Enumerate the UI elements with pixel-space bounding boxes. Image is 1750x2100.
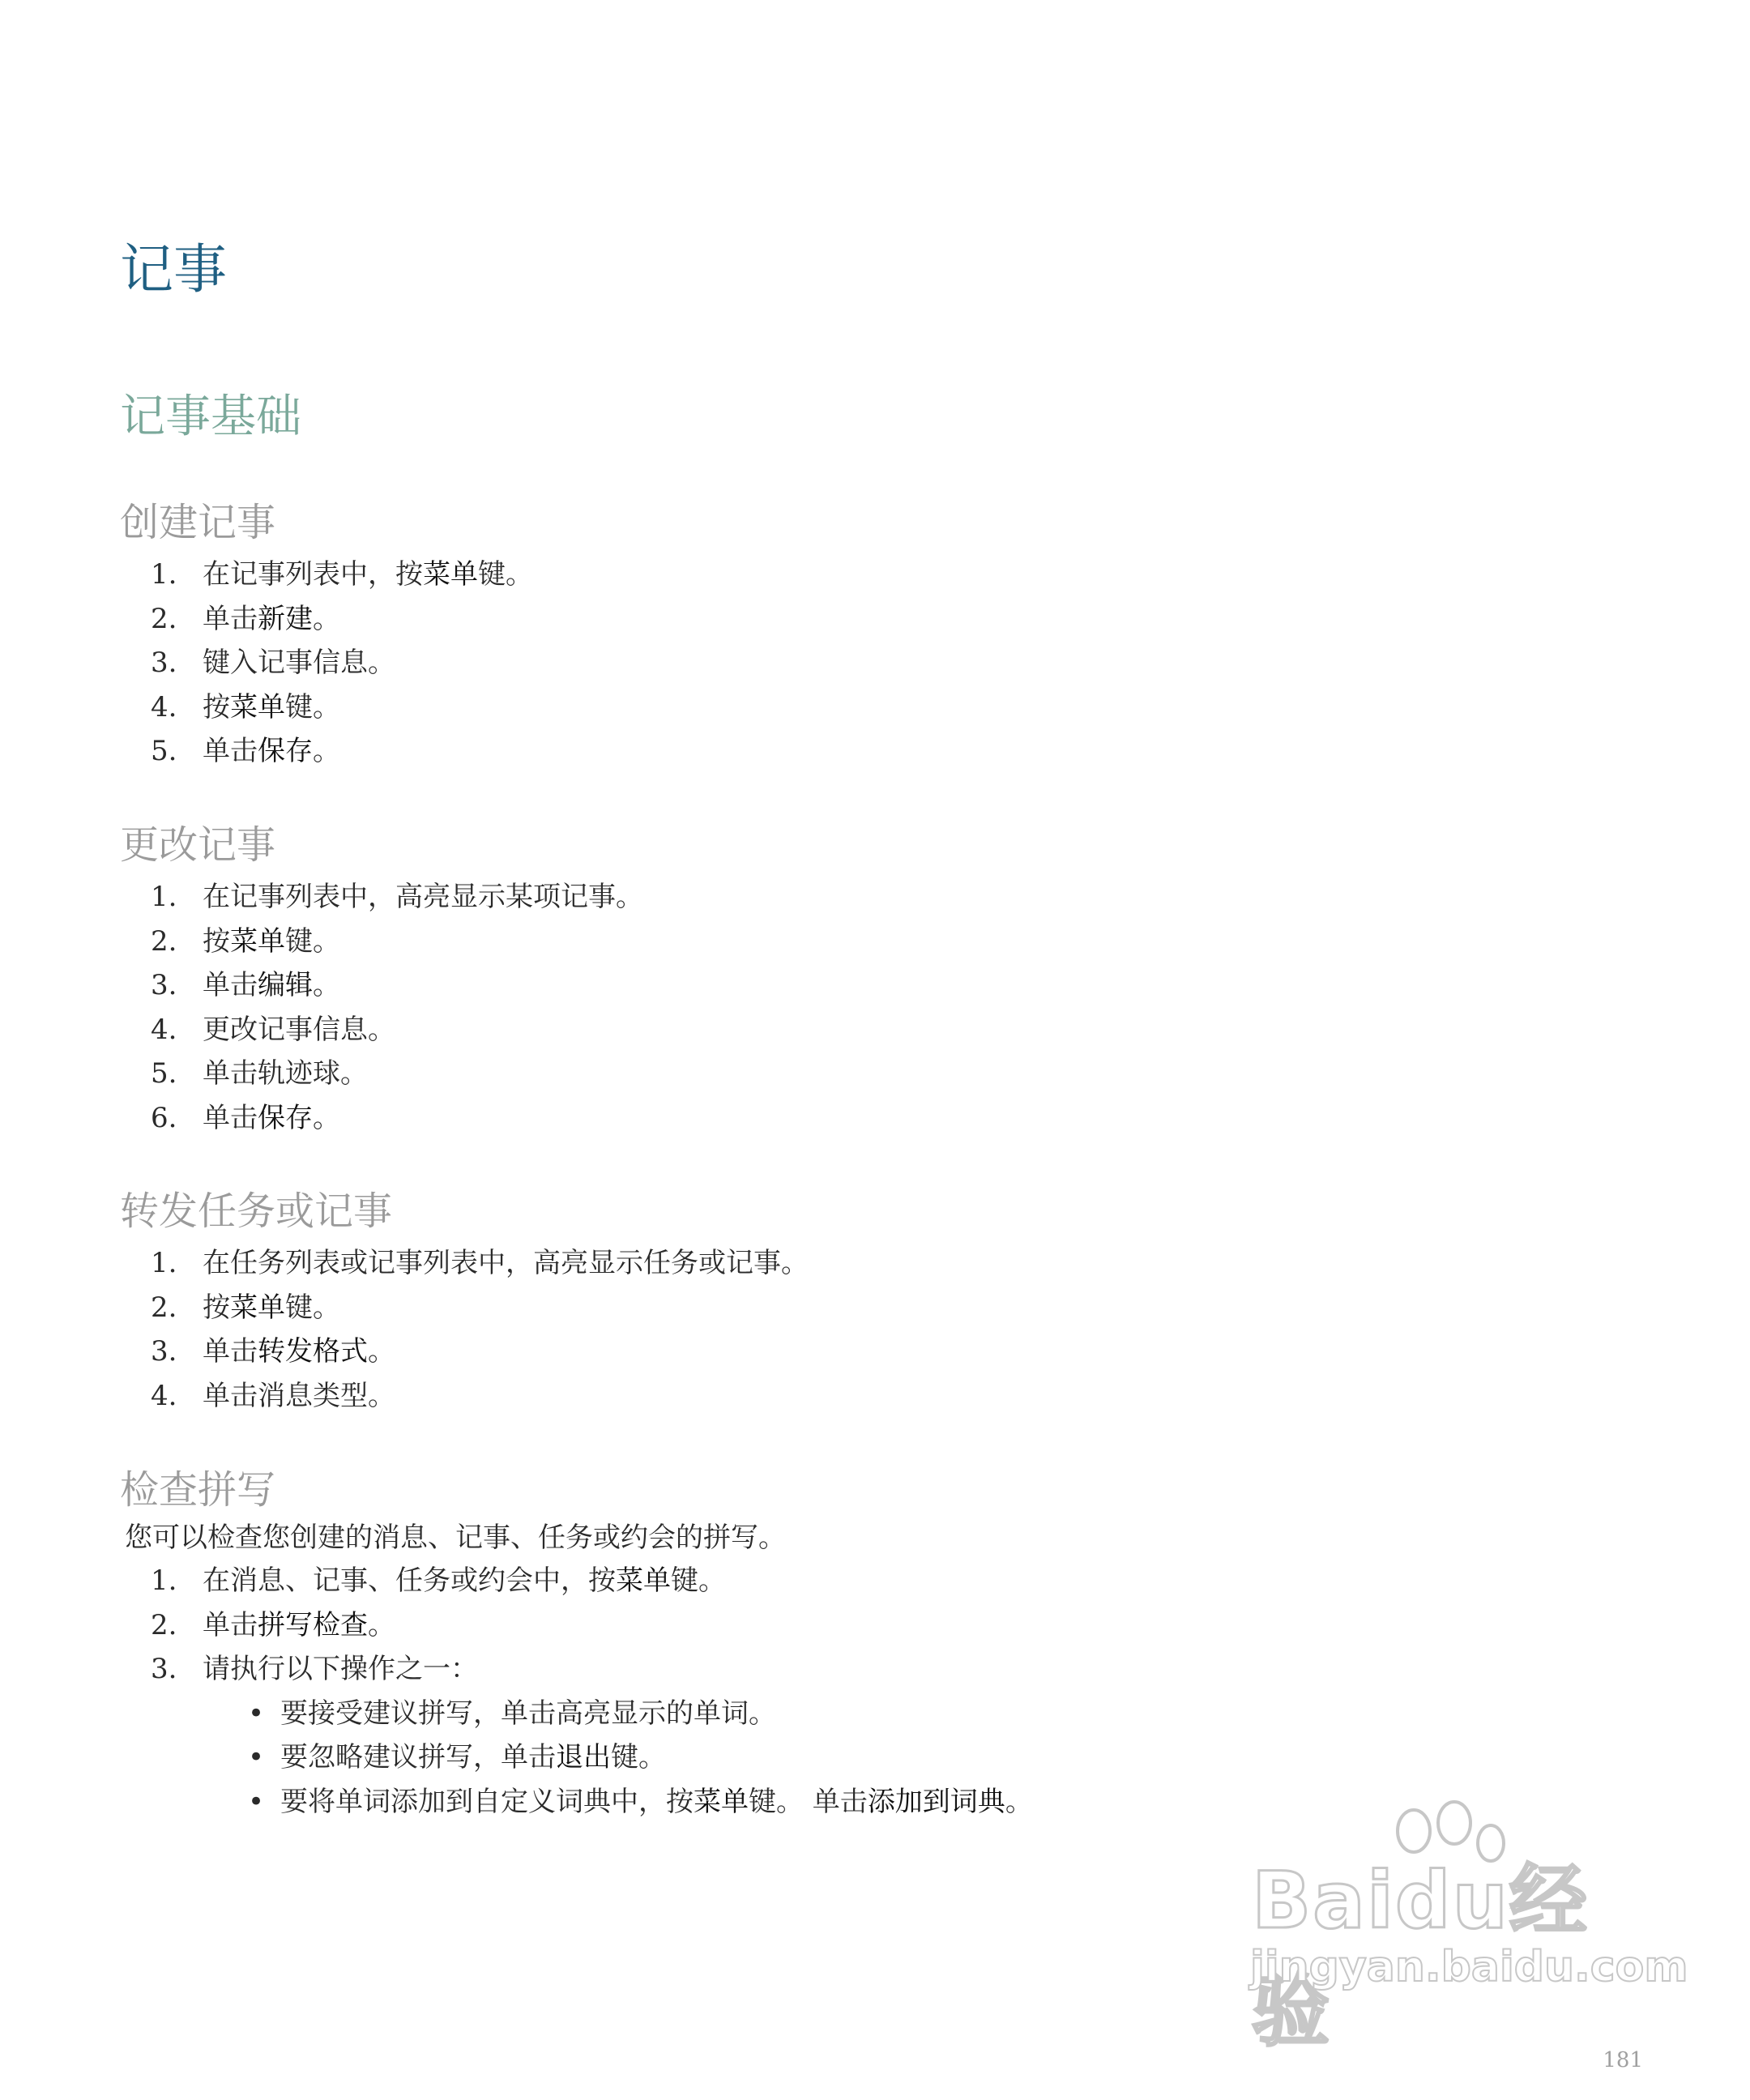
step-text: 键。 [285,1291,340,1324]
step-text: 键。 [285,924,340,958]
step-item [120,685,1659,730]
step-number: 3. [151,1335,177,1368]
step-number: 1. [151,881,177,913]
step-text: 单击 [203,1101,258,1134]
step-item [120,1330,1659,1374]
step-text: 请执行以下操作之一： [203,1653,478,1685]
step-item [120,1559,1659,1603]
step-number: 2. [151,924,177,958]
bullet-item [120,1692,1659,1736]
step-number: 3. [151,969,177,1001]
steps-list [120,1559,1659,1692]
subsection-change-note [120,818,1659,1140]
step-ui-term: 新建 [258,602,313,635]
watermark-line1: Baidu经验 [1252,1855,1589,2057]
bullet-ui-term: 退出 [556,1741,611,1773]
step-text: 在任务列表或记事列表中，高亮显示任务或记事。 [203,1247,809,1279]
step-ui-term: 菜单 [230,1291,285,1324]
step-item [120,1603,1659,1648]
bullet-text: 要将单词添加到自定义词典中，按 [280,1785,694,1818]
step-item [120,1241,1659,1286]
step-number: 5. [151,735,177,767]
step-number: 1. [151,1564,177,1597]
subsection-title: 检查拼写 [120,1467,276,1513]
step-ui-term: 菜单 [423,558,478,591]
subsection-create-note [120,496,1659,774]
step-text: 在消息、记事、任务或约会中，按 [203,1564,616,1597]
steps-list [120,1241,1659,1418]
step-number: 4. [151,1379,177,1412]
bullet-text: 要接受建议拼写，单击高亮显示的单词。 [280,1697,776,1730]
step-text: 。 [368,1335,395,1368]
step-text: 。 [368,1608,395,1641]
step-text: 按 [203,690,230,723]
step-text: 。 [313,602,340,635]
step-number: 6. [151,1101,177,1134]
step-ui-term: 编辑 [258,969,313,1001]
steps-list [120,553,1659,774]
watermark-line2: jingyan.baidu.com [1250,1943,1688,1991]
step-number: 3. [151,1653,177,1685]
step-ui-term: 菜单 [616,1564,671,1597]
subsection-title: 创建记事 [120,500,276,545]
steps-list [120,875,1659,1140]
step-text: 在记事列表中，按 [203,558,423,591]
subsection-spell-check [120,1463,1659,1824]
step-item [120,641,1659,685]
baidu-watermark [1244,1807,1688,2057]
bullet-text: 键。 单击 [749,1785,868,1818]
bullet-dot: • [248,1741,265,1773]
step-item [120,1286,1659,1330]
intro-paragraph: 您可以检查您创建的消息、记事、任务或约会的拼写。 [125,1522,786,1554]
step-number: 2. [151,1608,177,1641]
step-item [120,920,1659,964]
step-number: 2. [151,602,177,635]
bullet-ui-term: 菜单 [694,1785,749,1818]
subsection-forward-task-or-note [120,1184,1659,1418]
step-number: 1. [151,1247,177,1279]
step-item [120,729,1659,774]
step-text: 按 [203,924,230,958]
step-text: 更改记事信息。 [203,1013,395,1046]
step-number: 4. [151,1013,177,1046]
step-text: 键。 [671,1564,726,1597]
step-ui-term: 保存 [258,735,313,767]
step-ui-term: 拼写检查 [258,1608,368,1641]
step-text: 。 [313,969,340,1001]
bullet-text: 要忽略建议拼写，单击 [280,1741,556,1773]
step-ui-term: 转发格式 [258,1335,368,1368]
step-ui-term: 菜单 [230,924,285,958]
step-text: 。 [313,735,340,767]
step-text: 在记事列表中，高亮显示某项记事。 [203,881,643,913]
step-item [120,597,1659,642]
chapter-title: 记事 [120,238,227,301]
bullet-ui-term: 添加到词典 [867,1785,1005,1818]
step-ui-term: 保存 [258,1101,313,1134]
step-text: 单击 [203,1335,258,1368]
bullet-dot: • [248,1785,265,1818]
step-item [120,875,1659,920]
subsection-title: 转发任务或记事 [120,1189,393,1234]
step-text: 键。 [478,558,533,591]
step-text: 单击 [203,1608,258,1641]
step-text: 单击 [203,969,258,1001]
bullet-item [120,1735,1659,1780]
subsection-title: 更改记事 [120,822,276,868]
page-number: 181 [1603,2048,1643,2072]
step-text: 单击消息类型。 [203,1379,395,1412]
step-ui-term: 菜单 [230,690,285,723]
step-number: 3. [151,647,177,679]
step-number: 1. [151,558,177,591]
step-text: 。 [313,1101,340,1134]
step-item [120,1647,1659,1692]
step-item [120,1052,1659,1096]
step-item [120,1008,1659,1052]
step-item [120,1374,1659,1419]
step-text: 单击轨迹球。 [203,1057,368,1090]
step-text: 键。 [285,690,340,723]
step-item [120,1096,1659,1141]
step-text: 按 [203,1291,230,1324]
bullet-dot: • [248,1697,265,1730]
step-text: 单击 [203,602,258,635]
bullet-text: 键。 [611,1741,666,1773]
step-number: 5. [151,1057,177,1090]
step-text: 单击 [203,735,258,767]
step-item [120,553,1659,597]
bullet-text: 。 [1005,1785,1033,1818]
section-title: 记事基础 [120,391,301,443]
step-text: 键入记事信息。 [203,647,395,679]
step-number: 4. [151,690,177,723]
step-number: 2. [151,1291,177,1324]
step-item [120,963,1659,1008]
